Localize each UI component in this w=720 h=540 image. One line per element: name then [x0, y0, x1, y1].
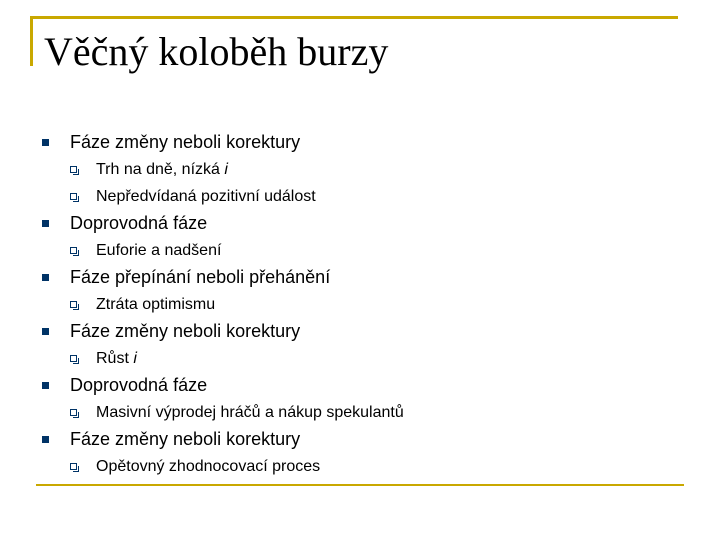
sub-bullet-text: Nepředvídaná pozitivní událost [96, 188, 316, 205]
sub-bullet-text: Růst [96, 350, 134, 367]
sub-bullet-text: Trh na dně, nízká [96, 161, 225, 178]
sub-bullet-item [42, 156, 682, 183]
hollow-square-icon [70, 355, 77, 362]
bullet-item [42, 210, 682, 237]
bullet-item [42, 372, 682, 399]
sub-bullet-italic: i [224, 161, 228, 178]
sub-bullet-item [42, 399, 682, 426]
hollow-square-icon [70, 166, 77, 173]
bullet-text: Fáze změny neboli korektury [70, 321, 301, 341]
hollow-square-icon [70, 301, 77, 308]
bullet-text: Doprovodná fáze [70, 375, 208, 395]
sub-bullet-item [42, 345, 682, 372]
filled-square-icon [42, 220, 49, 227]
hollow-square-icon [70, 463, 77, 470]
bullet-text: Fáze změny neboli korektury [70, 429, 301, 449]
bullet-item [42, 426, 682, 453]
top-accent-line [30, 16, 678, 19]
filled-square-icon [42, 328, 49, 335]
filled-square-icon [42, 382, 49, 389]
bullet-text: Doprovodná fáze [70, 213, 208, 233]
sub-bullet-italic: i [133, 350, 137, 367]
sub-bullet-item [42, 291, 682, 318]
bullet-text: Fáze přepínání neboli přehánění [70, 267, 331, 287]
slide-title: Věčný koloběh burzy [44, 29, 389, 74]
bullet-text: Fáze změny neboli korektury [70, 132, 301, 152]
hollow-square-icon [70, 409, 77, 416]
sub-bullet-item [42, 183, 682, 210]
sub-bullet-item [42, 453, 682, 480]
sub-bullet-text: Ztráta optimismu [96, 296, 216, 313]
bottom-accent-line [36, 484, 684, 486]
filled-square-icon [42, 436, 49, 443]
hollow-square-icon [70, 247, 77, 254]
hollow-square-icon [70, 193, 77, 200]
filled-square-icon [42, 274, 49, 281]
filled-square-icon [42, 139, 49, 146]
left-accent-line [30, 16, 33, 66]
bullet-item [42, 264, 682, 291]
bullet-item [42, 318, 682, 345]
sub-bullet-text: Masivní výprodej hráčů a nákup spekulantů [96, 404, 404, 421]
sub-bullet-item [42, 237, 682, 264]
bullet-list [42, 129, 682, 480]
sub-bullet-text: Opětovný zhodnocovací proces [96, 458, 321, 475]
bullet-item [42, 129, 682, 156]
sub-bullet-text: Euforie a nadšení [96, 242, 222, 259]
